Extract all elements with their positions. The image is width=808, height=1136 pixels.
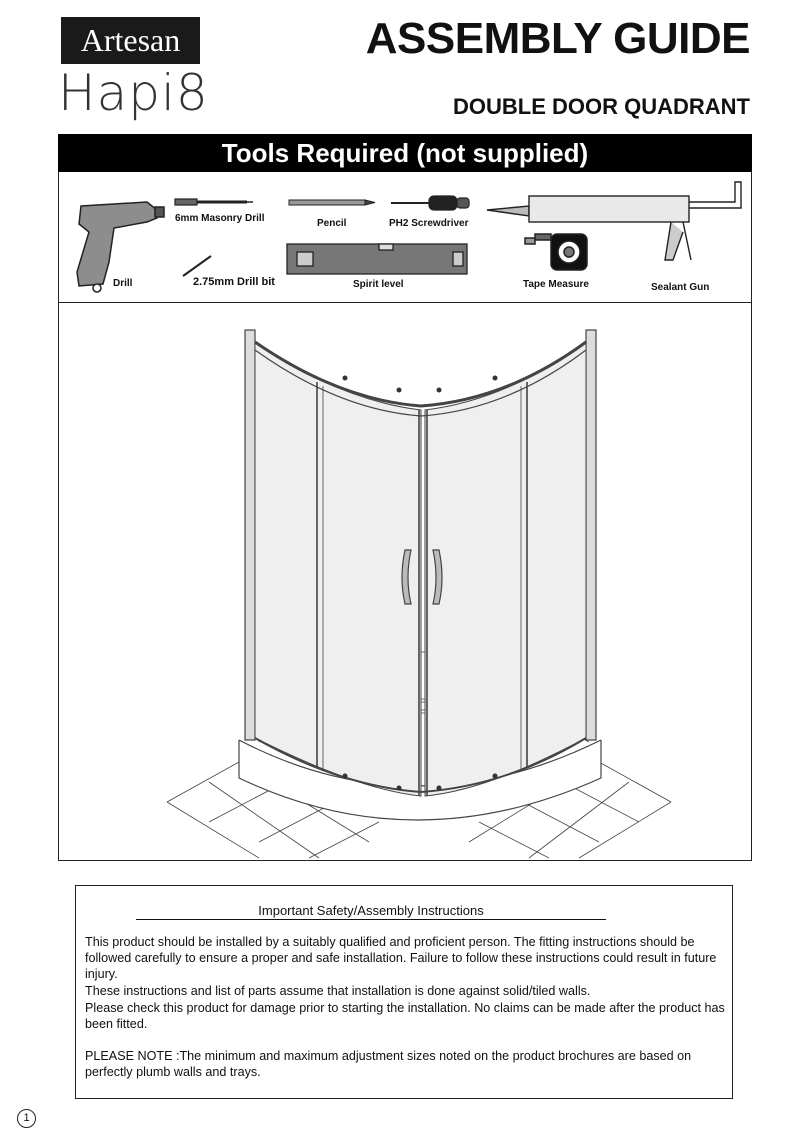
tool-label-drill: Drill bbox=[113, 278, 133, 289]
safety-paragraph-1: This product should be installed by a suitably qualified and proficient person. The fitting instructions should be followed carefully to ensure a proper and safe installation. Failure to follow these instructions could result in future injury. bbox=[85, 935, 717, 982]
tool-label-drill-bit: 2.75mm Drill bit bbox=[193, 276, 275, 288]
tool-label-screwdriver: PH2 Screwdriver bbox=[389, 218, 469, 229]
page-subtitle: DOUBLE DOOR QUADRANT bbox=[453, 94, 750, 119]
tool-label-pencil: Pencil bbox=[317, 218, 347, 229]
shower-enclosure-illustration bbox=[59, 302, 751, 860]
product-illustration-panel bbox=[58, 302, 752, 861]
drill-bit-icon bbox=[183, 256, 211, 276]
safety-paragraph-2: These instructions and list of parts assume that installation is done against solid/tiled walls. bbox=[85, 984, 591, 998]
spirit-level-icon bbox=[287, 244, 467, 274]
safety-paragraph-3: Please check this product for damage prior to starting the installation. No claims can be made after the product has been fitted. bbox=[85, 1001, 725, 1032]
safety-note: PLEASE NOTE :The minimum and maximum adjustment sizes noted on the product brochures are based on perfectly plumb walls and trays. bbox=[85, 1049, 692, 1080]
tool-label-tape-measure: Tape Measure bbox=[523, 279, 589, 290]
screwdriver-icon bbox=[391, 196, 469, 210]
tool-label-sealant-gun: Sealant Gun bbox=[651, 282, 710, 293]
tool-label-spirit-level: Spirit level bbox=[353, 279, 404, 290]
page-number: 1 bbox=[17, 1109, 36, 1128]
pencil-icon bbox=[289, 200, 375, 205]
tools-illustration bbox=[59, 172, 751, 302]
page-title: ASSEMBLY GUIDE bbox=[365, 14, 750, 63]
masonry-drill-icon bbox=[175, 199, 253, 205]
tool-label-masonry-drill: 6mm Masonry Drill bbox=[175, 213, 265, 224]
series-logo: Hapi8 bbox=[58, 64, 209, 122]
brand-name: Artesan bbox=[80, 22, 181, 58]
safety-heading: Important Safety/Assembly Instructions bbox=[136, 903, 606, 920]
brand-logo-box bbox=[61, 17, 200, 64]
tools-panel bbox=[58, 172, 752, 303]
tape-measure-icon bbox=[525, 234, 587, 270]
sealant-gun-icon bbox=[487, 182, 741, 260]
tools-heading: Tools Required (not supplied) bbox=[58, 134, 752, 172]
